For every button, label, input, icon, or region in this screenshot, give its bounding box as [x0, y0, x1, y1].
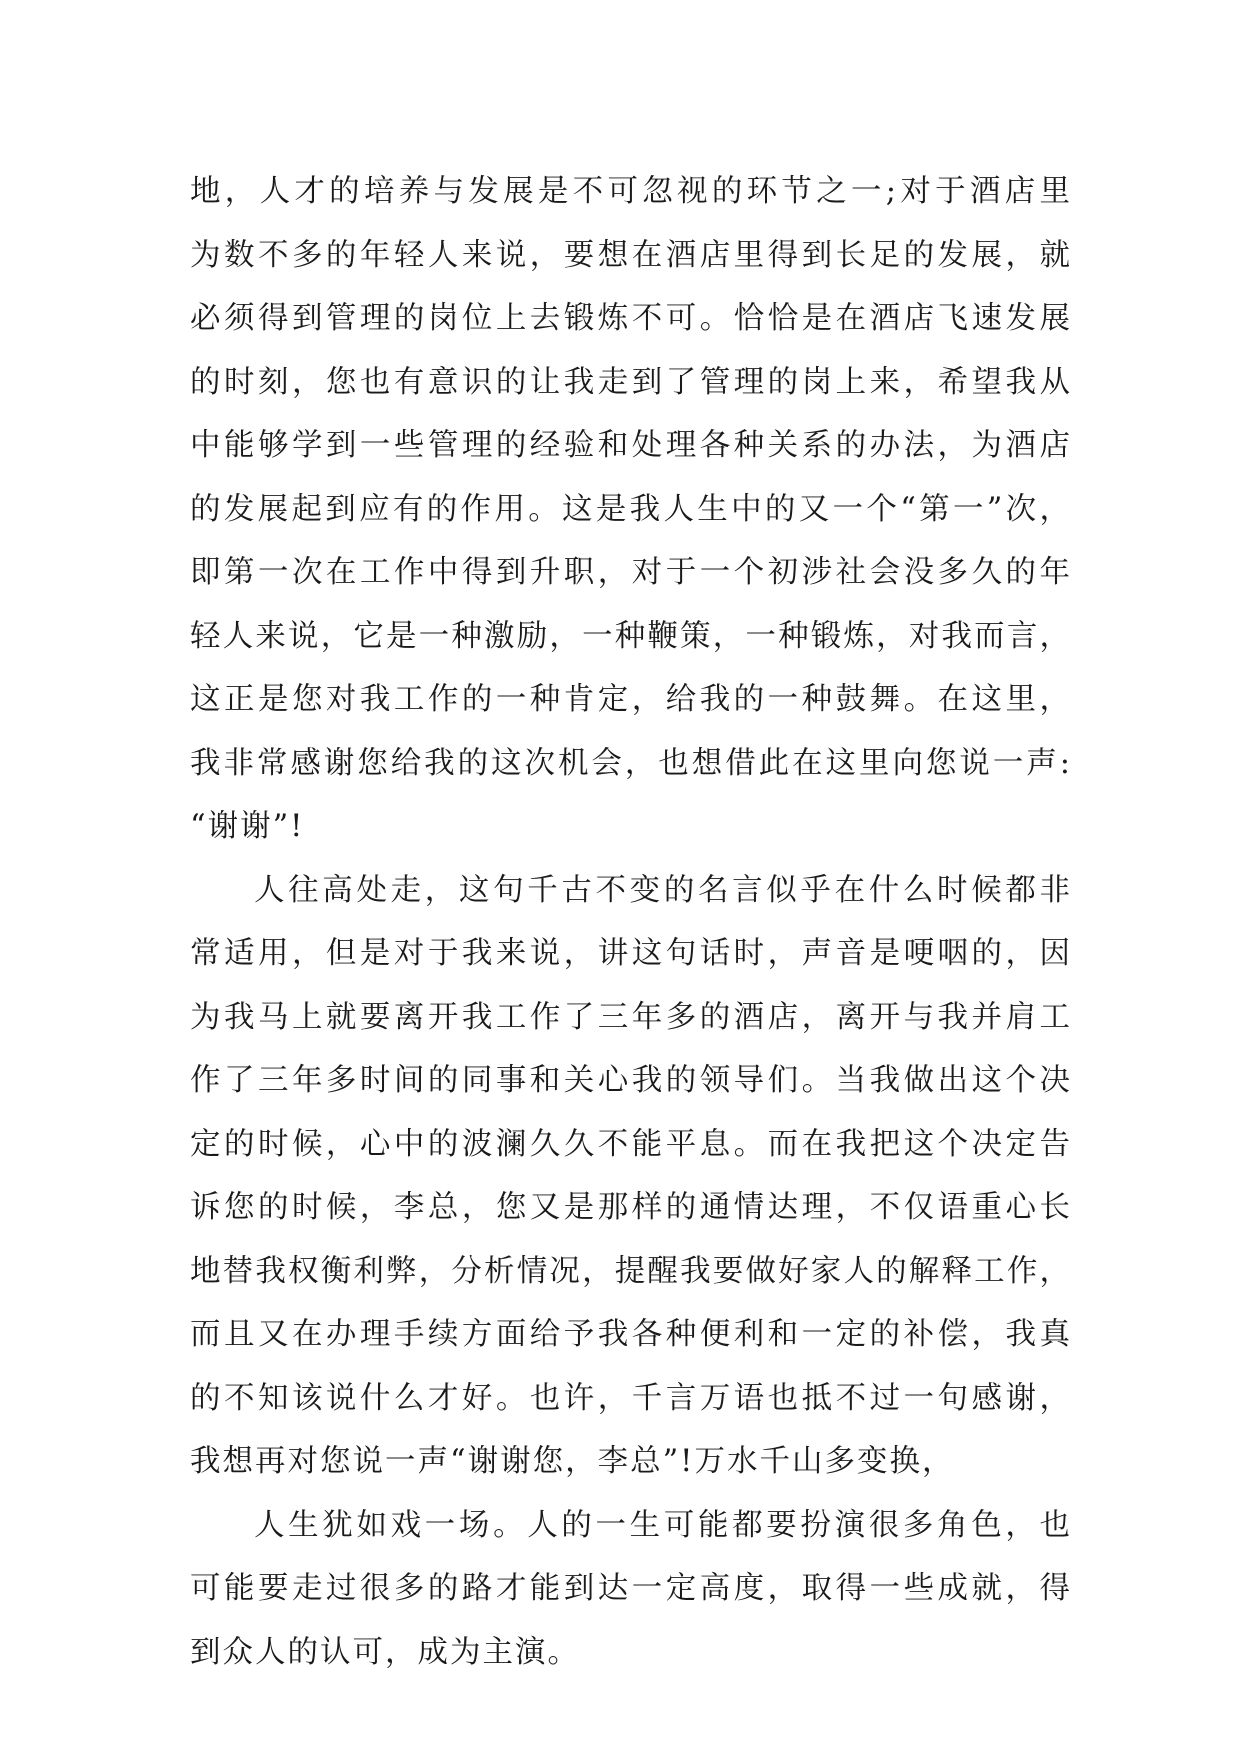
- text-line: 即第一次在工作中得到升职，对于一个初涉社会没多久的年: [190, 555, 1070, 590]
- text-line: 轻人来说，它是一种激励，一种鞭策，一种锻炼，对我而言，: [190, 618, 1070, 654]
- text-line: 的不知该说什么才好。也许，千言万语也抵不过一句感谢，: [190, 1380, 1070, 1416]
- text-line: 作了三年多时间的同事和关心我的领导们。当我做出这个决: [190, 1063, 1070, 1098]
- text-line: 的时刻，您也有意识的让我走到了管理的岗上来，希望我从: [190, 364, 1070, 400]
- paragraph-2: [190, 859, 1070, 1494]
- text-line: “谢谢”!: [190, 809, 305, 844]
- text-line: 常适用，但是对于我来说，讲这句话时，声音是哽咽的，因: [190, 936, 1070, 971]
- text-line: 中能够学到一些管理的经验和处理各种关系的办法，为酒店: [190, 428, 1070, 463]
- text-line: 为我马上就要离开我工作了三年多的酒店，离开与我并肩工: [190, 999, 1070, 1035]
- text-line: 必须得到管理的岗位上去锻炼不可。恰恰是在酒店飞速发展: [190, 301, 1070, 336]
- text-line: 定的时候，心中的波澜久久不能平息。而在我把这个决定告: [190, 1126, 1070, 1162]
- text-line: 这正是您对我工作的一种肯定，给我的一种鼓舞。在这里，: [190, 682, 1070, 717]
- paragraph-3: [190, 1494, 1070, 1685]
- text-line: 为数不多的年轻人来说，要想在酒店里得到长足的发展，就: [190, 237, 1070, 273]
- text-line: 的发展起到应有的作用。这是我人生中的又一个“第一”次，: [190, 491, 1070, 527]
- text-line: 到众人的认可，成为主演。: [190, 1634, 580, 1670]
- text-line: 而且又在办理手续方面给予我各种便利和一定的补偿，我真: [190, 1317, 1070, 1352]
- text-line: 人往高处走，这句千古不变的名言似乎在什么时候都非: [254, 872, 1070, 908]
- text-line: 人生犹如戏一场。人的一生可能都要扮演很多角色，也: [254, 1507, 1070, 1543]
- text-line: 诉您的时候，李总，您又是那样的通情达理，不仅语重心长: [190, 1190, 1070, 1225]
- text-line: 我非常感谢您给我的这次机会，也想借此在这里向您说一声:: [190, 745, 1070, 781]
- text-line: 可能要走过很多的路才能到达一定高度，取得一些成就，得: [190, 1571, 1070, 1606]
- text-line: 我想再对您说一声“谢谢您，李总”!万水千山多变换，: [190, 1444, 955, 1479]
- text-line: 地，人才的培养与发展是不可忽视的环节之一;对于酒店里: [190, 174, 1070, 209]
- text-line: 地替我权衡利弊，分析情况，提醒我要做好家人的解释工作，: [190, 1253, 1070, 1289]
- document-body: [190, 160, 1070, 1684]
- paragraph-1: [190, 160, 1070, 859]
